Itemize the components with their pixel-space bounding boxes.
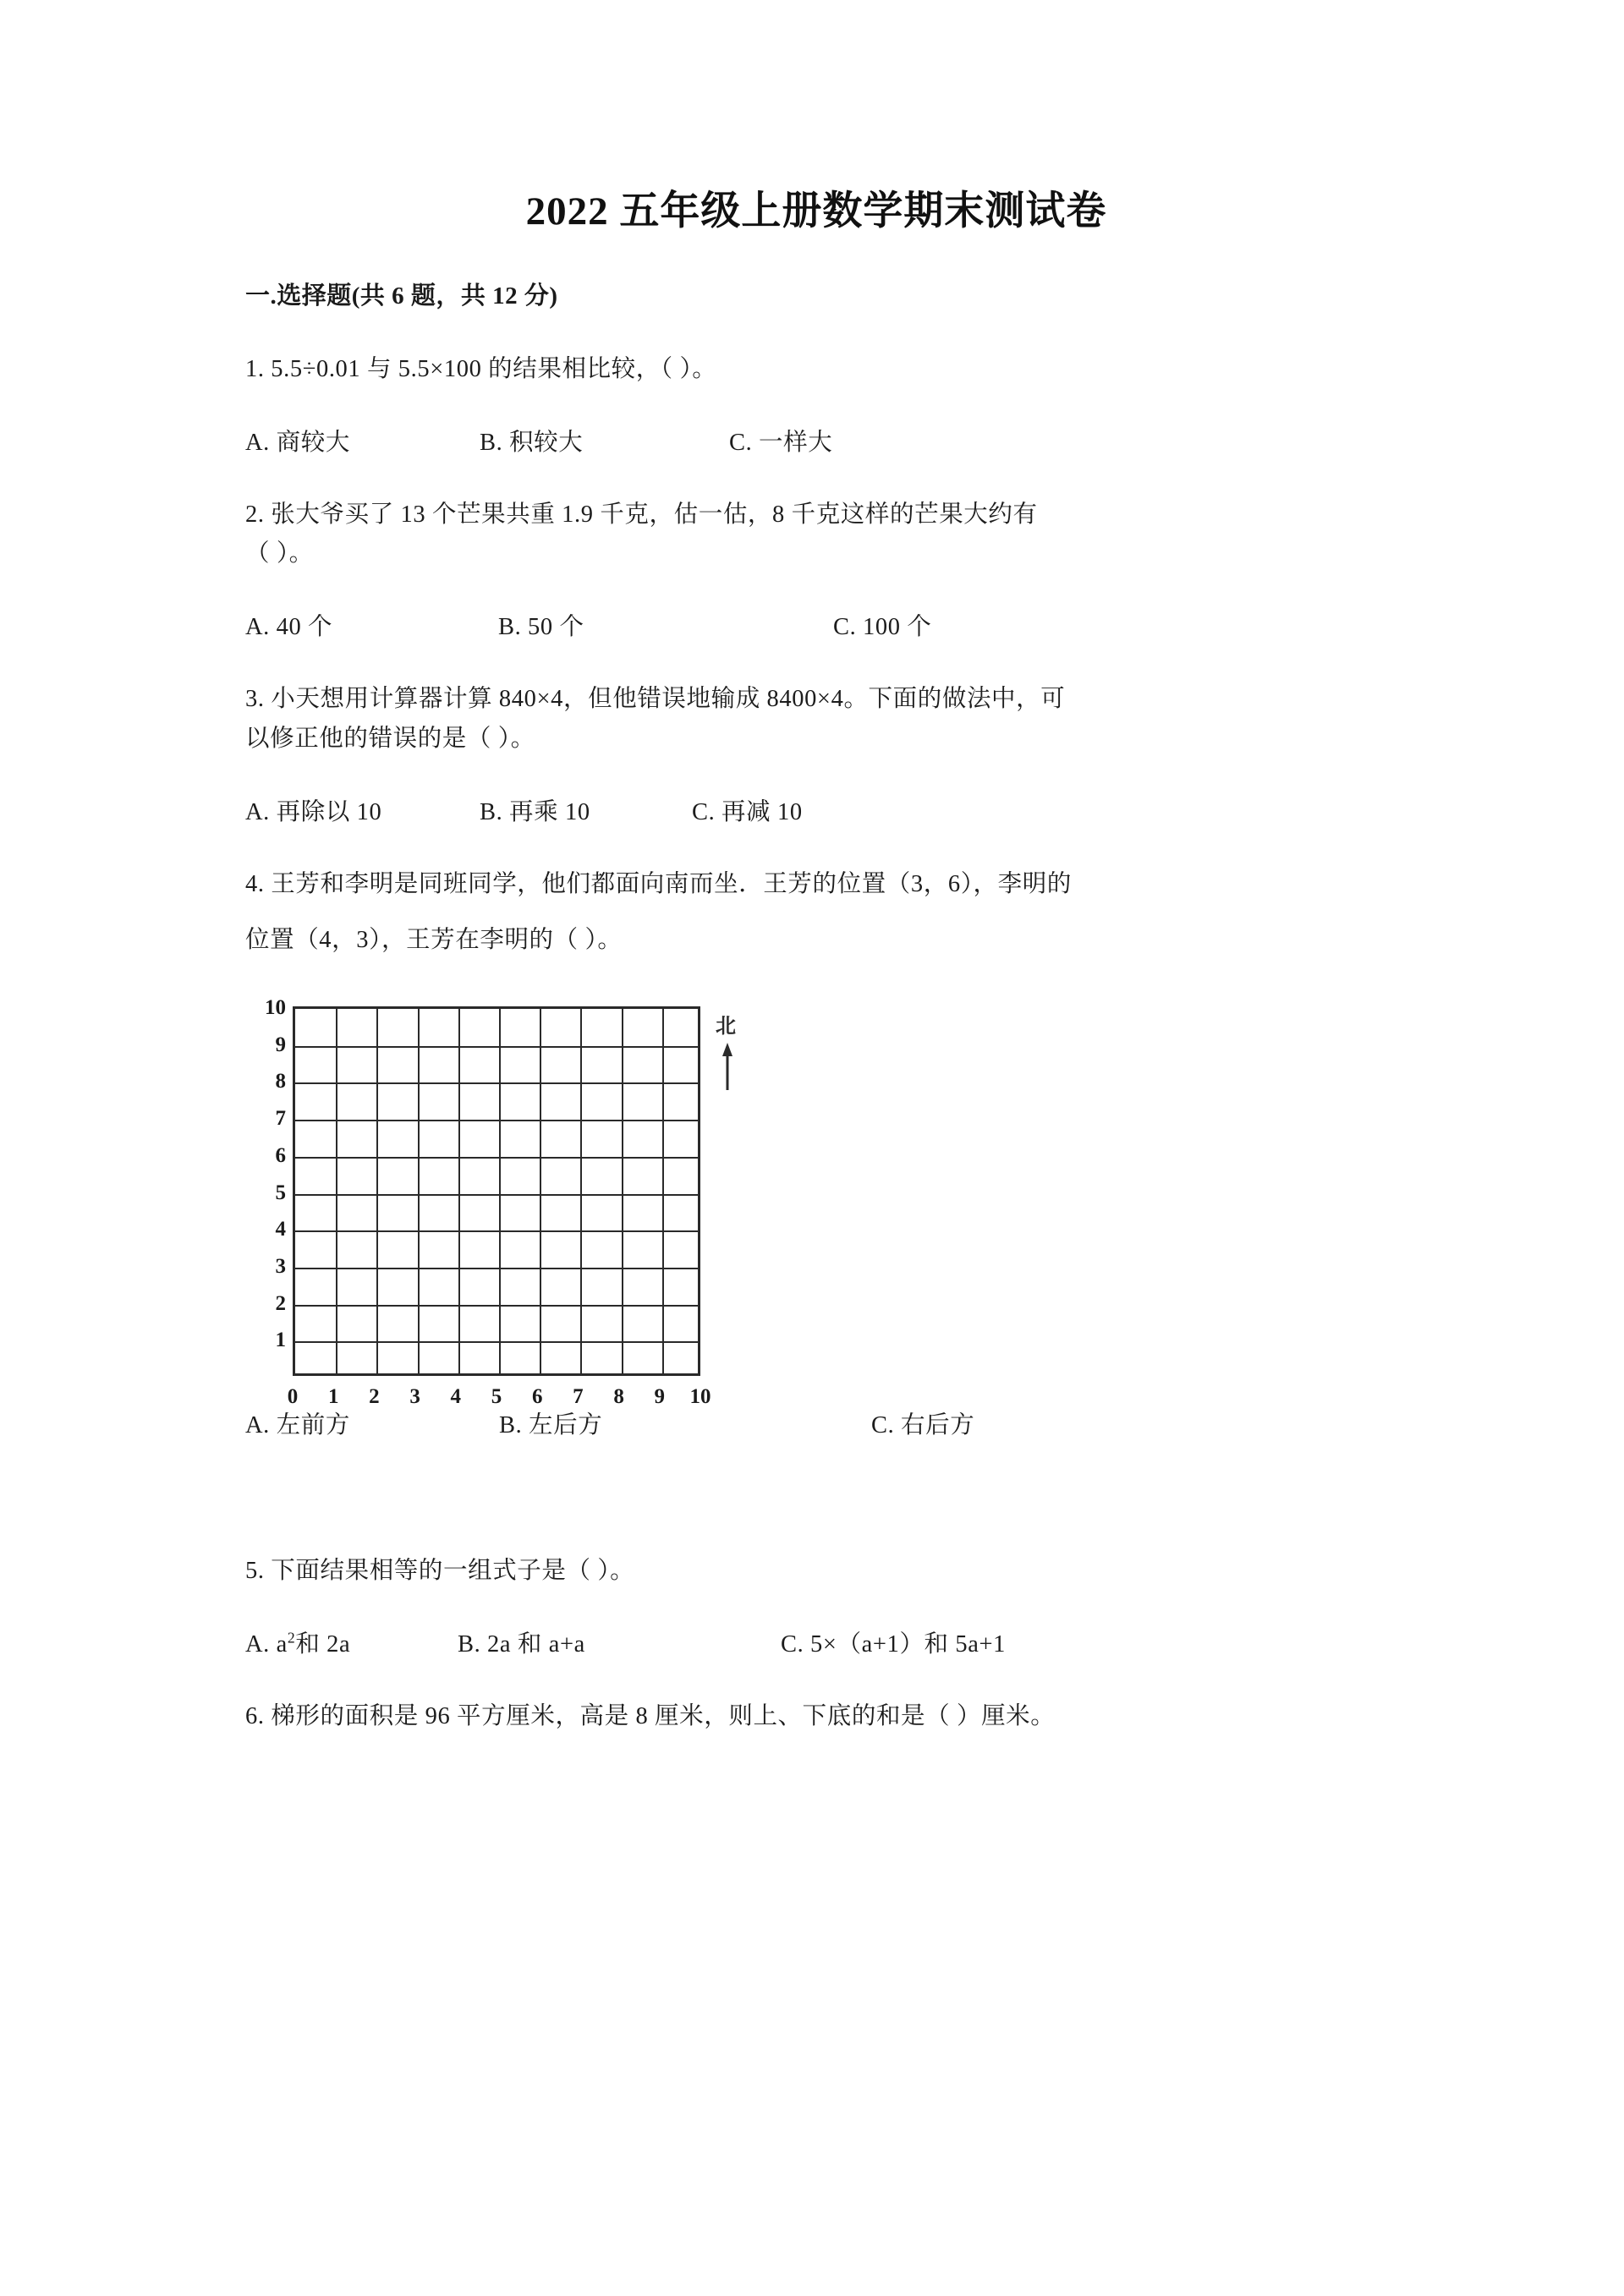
question-2-text-line-1: 2. 张大爷买了 13 个芒果共重 1.9 千克，估一估，8 千克这样的芒果大约有	[245, 501, 1038, 529]
grid-line-vertical	[662, 1009, 664, 1373]
question-5-option-a-pre: A. a	[245, 1631, 288, 1658]
grid-line-vertical	[418, 1009, 420, 1373]
question-1-options	[245, 425, 1387, 459]
question-4-options	[245, 1408, 1387, 1442]
grid-line-horizontal	[295, 1157, 698, 1159]
grid-line-vertical	[458, 1009, 460, 1373]
grid-line-horizontal	[295, 1082, 698, 1084]
grid-line-vertical	[580, 1009, 582, 1373]
question-1-option-c[interactable]: C. 一样大	[729, 430, 833, 457]
question-2-option-a[interactable]: A. 40 个	[245, 614, 333, 641]
question-2-option-c[interactable]: C. 100 个	[833, 614, 932, 641]
question-3-text-line-2: 以修正他的错误的是（ ）。	[245, 725, 535, 752]
grid-x-tick-label: 2	[369, 1385, 380, 1409]
grid-x-tick-label: 0	[287, 1385, 299, 1409]
grid-x-tick-label: 7	[573, 1385, 584, 1409]
grid-line-vertical	[540, 1009, 541, 1373]
question-2-option-b[interactable]: B. 50 个	[498, 614, 584, 641]
grid-line-vertical	[499, 1009, 501, 1373]
question-5-option-c[interactable]: C. 5×（a+1）和 5a+1	[781, 1631, 1007, 1658]
grid-x-tick-label: 5	[491, 1385, 502, 1409]
question-4-text-line-1: 4. 王芳和李明是同班同学，他们都面向南而坐．王芳的位置（3，6），李明的	[245, 870, 1072, 897]
grid-x-tick-label: 1	[327, 1385, 339, 1409]
question-3-option-c[interactable]: C. 再减 10	[692, 798, 803, 825]
north-arrow-icon	[721, 1043, 734, 1090]
grid-y-tick-label: 2	[275, 1291, 286, 1315]
question-1-text: 1. 5.5÷0.01 与 5.5×100 的结果相比较，（ ）。	[245, 355, 717, 382]
question-1-option-a[interactable]: A. 商较大	[245, 430, 350, 457]
section-heading-choice: 一.选择题(共 6 题，共 12 分)	[245, 282, 558, 310]
grid-y-tick-label: 5	[275, 1181, 286, 1204]
grid-line-vertical	[622, 1009, 623, 1373]
question-5-option-b[interactable]: B. 2a 和 a+a	[458, 1631, 585, 1658]
page-title: 2022 五年级上册数学期末测试卷	[525, 189, 1107, 233]
grid-line-horizontal	[295, 1046, 698, 1048]
question-4-option-b[interactable]: B. 左后方	[499, 1412, 603, 1439]
question-4-text-line-2: 位置（4，3），王芳在李明的（ ）。	[245, 926, 623, 953]
grid-y-tick-label: 8	[275, 1070, 286, 1093]
grid-line-horizontal	[295, 1268, 698, 1269]
grid-x-tick-label: 3	[409, 1385, 420, 1409]
grid-y-tick-label: 10	[265, 996, 286, 1020]
question-5-option-a[interactable]	[245, 1627, 350, 1663]
grid-line-vertical	[376, 1009, 378, 1373]
question-6-text: 6. 梯形的面积是 96 平方厘米，高是 8 厘米，则上、下底的和是（ ）厘米。	[245, 1703, 1056, 1730]
grid-y-tick-label: 3	[275, 1254, 286, 1278]
document-body	[245, 0, 1387, 1736]
grid-line-horizontal	[295, 1341, 698, 1343]
question-4-option-a[interactable]: A. 左前方	[245, 1412, 350, 1439]
grid-y-tick-label: 6	[275, 1143, 286, 1167]
grid-x-tick-label: 10	[689, 1385, 711, 1409]
grid-line-horizontal	[295, 1120, 698, 1121]
question-5-option-a-post: 和 2a	[295, 1631, 351, 1658]
question-3-text-line-1: 3. 小天想用计算器计算 840×4，但他错误地输成 8400×4。下面的做法中，可	[245, 686, 1066, 713]
question-2-text-line-2: （ ）。	[245, 540, 314, 567]
question-5-text: 5. 下面结果相等的一组式子是（ ）。	[245, 1558, 635, 1585]
question-1-option-b[interactable]: B. 积较大	[480, 430, 584, 457]
question-3-options	[245, 795, 1387, 829]
grid-y-tick-label: 7	[275, 1107, 286, 1131]
grid-line-vertical	[336, 1009, 337, 1373]
grid-x-tick-label: 9	[654, 1385, 666, 1409]
grid-line-horizontal	[295, 1230, 698, 1232]
grid-x-tick-label: 8	[613, 1385, 624, 1409]
grid-x-tick-label: 6	[531, 1385, 543, 1409]
grid-line-horizontal	[295, 1305, 698, 1307]
coordinate-grid	[293, 1006, 700, 1376]
question-4-figure	[245, 985, 1387, 1408]
question-3-option-a[interactable]: A. 再除以 10	[245, 798, 382, 825]
question-5-option-a-exponent: 2	[287, 1629, 296, 1647]
north-label: 北	[716, 1015, 736, 1038]
question-3-option-b[interactable]: B. 再乘 10	[480, 798, 590, 825]
question-5-options	[245, 1627, 1387, 1661]
grid-y-tick-label: 9	[275, 1033, 286, 1056]
grid-line-horizontal	[295, 1194, 698, 1196]
grid-y-tick-label: 1	[275, 1329, 286, 1352]
question-2-options	[245, 610, 1387, 644]
grid-y-tick-label: 4	[275, 1218, 286, 1241]
grid-x-tick-label: 4	[450, 1385, 462, 1409]
question-4-option-c[interactable]: C. 右后方	[871, 1412, 975, 1439]
